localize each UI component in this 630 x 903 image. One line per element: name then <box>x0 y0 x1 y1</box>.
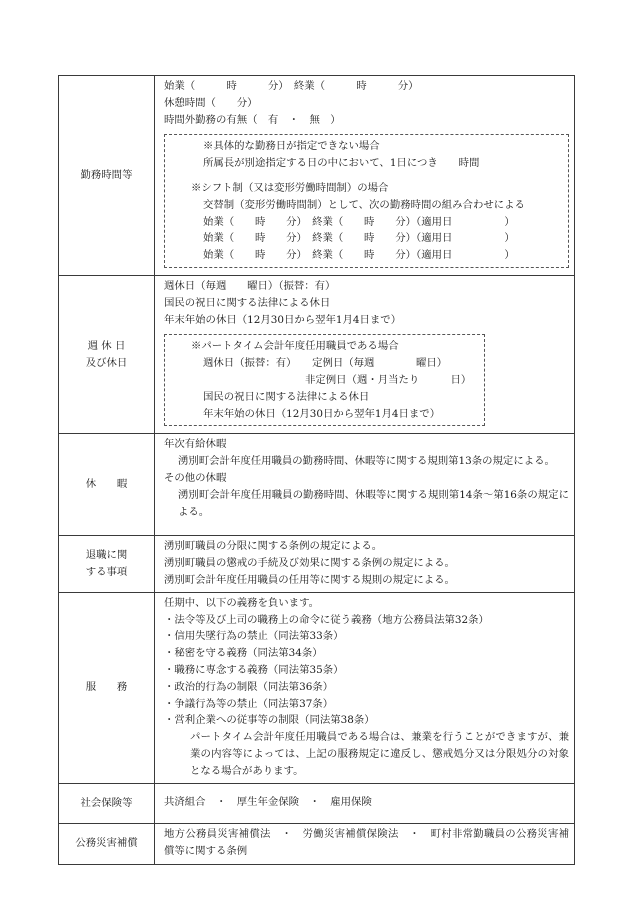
shift-pattern-line: 始業（ 時 分） 終業（ 時 分）（適用日 ） <box>203 215 515 228</box>
national-holiday-line: 国民の祝日に関する法律による休日 <box>164 296 331 309</box>
label-holidays-line1: 週 休 日 <box>87 339 126 352</box>
duty-item: ・政治的行為の制限（同法第36条） <box>164 680 334 693</box>
row-retirement <box>59 536 575 592</box>
weekly-holiday-line: 週休日（毎週 曜日）（振替：有） <box>164 279 336 292</box>
content-duties <box>155 592 575 783</box>
part-time-note: ※パートタイム会計年度任用職員である場合 <box>191 340 399 353</box>
working-hours-note-box <box>164 134 569 268</box>
content-accident-compensation <box>155 823 575 864</box>
label-retirement <box>59 536 155 592</box>
row-accident-compensation <box>59 823 575 864</box>
part-time-irregular-day: 非定例日（週・月当たり 日） <box>305 373 472 386</box>
duty-item: ・秘密を守る義務（同法第34条） <box>164 647 323 660</box>
label-working-hours: 勤務時間等 <box>59 76 155 276</box>
overtime-line: 時間外勤務の有無（ 有 ・ 無 ） <box>164 113 341 126</box>
row-working-hours <box>59 76 575 276</box>
duty-item: ・営利企業への従事等の制限（同法第38条） <box>164 714 375 727</box>
other-leave-rule: 湧別町会計年度任用職員の勤務時間、休暇等に関する規則第14条～第16条の規定による。 <box>178 488 569 518</box>
discipline-ordinance-line: 湧別町職員の懲戒の手続及び効果に関する条例の規定による。 <box>164 557 455 570</box>
part-time-holiday-box <box>164 334 485 426</box>
duty-item: ・職務に専念する義務（同法第35条） <box>164 663 344 676</box>
label-leave: 休 暇 <box>59 434 155 536</box>
part-time-year-end-holiday: 年末年始の休日（12月30日から翌年1月4日まで） <box>203 407 441 420</box>
content-working-hours <box>155 76 575 276</box>
row-holidays <box>59 275 575 433</box>
part-time-national-holiday: 国民の祝日に関する法律による休日 <box>203 390 370 403</box>
label-retirement-line2: する事項 <box>85 566 128 579</box>
note-daily-hours: 所属長が別途指定する日の中において、1日につき 時間 <box>203 157 480 170</box>
spacer <box>177 172 562 180</box>
row-social-insurance <box>59 783 575 823</box>
other-leave-heading: その他の休暇 <box>164 471 227 484</box>
row-duties <box>59 592 575 783</box>
shift-pattern-line: 始業（ 時 分） 終業（ 時 分）（適用日 ） <box>203 249 515 262</box>
start-end-time-line: 始業（ 時 分） 終業（ 時 分） <box>164 80 419 92</box>
note-shift-system: ※シフト制（又は変形労働時間制）の場合 <box>191 181 389 194</box>
duties-intro: 任期中、以下の義務を負います。 <box>164 596 320 609</box>
part-time-weekly-holiday: 週休日（振替：有） 定例日（毎週 曜日） <box>203 357 448 370</box>
annual-leave-heading: 年次有給休暇 <box>164 438 227 451</box>
annual-leave-rule: 湧別町会計年度任用職員の勤務時間、休暇等に関する規則第13条の規定による。 <box>178 455 555 468</box>
year-end-holiday-line: 年末年始の休日（12月30日から翌年1月4日まで） <box>164 313 402 326</box>
label-holidays-line2: 及び休日 <box>85 356 128 369</box>
shift-pattern-line: 始業（ 時 分） 終業（ 時 分）（適用日 ） <box>203 232 515 245</box>
label-retirement-line1: 退職に関 <box>85 549 128 562</box>
label-accident-compensation: 公務災害補償 <box>59 823 155 864</box>
content-holidays <box>155 275 575 433</box>
content-retirement <box>155 536 575 592</box>
note-shift-combination: 交替制（変形労働時間制）として、次の勤務時間の組み合わせによる <box>203 198 525 211</box>
note-unspecified-days: ※具体的な勤務日が指定できない場合 <box>203 140 380 153</box>
social-insurance-value: 共済組合 ・ 厚生年金保険 ・ 雇用保険 <box>164 796 372 809</box>
break-time-line: 休憩時間（ 分） <box>164 96 258 109</box>
row-leave <box>59 434 575 536</box>
part-time-side-job-note: パートタイム会計年度任用職員である場合は、兼業を行うことができますが、兼業の内容等によっては、上記の服務規定に違反し、懲戒処分又は分限処分の対象となる場合があります。 <box>190 731 569 777</box>
status-ordinance-line: 湧別町職員の分限に関する条例の規定による。 <box>164 540 383 553</box>
employment-terms-table <box>58 75 575 865</box>
duty-item: ・信用失墜行為の禁止（同法第33条） <box>164 630 344 643</box>
appointment-rule-line: 湧別町会計年度任用職員の任用等に関する規則の規定による。 <box>164 573 455 586</box>
content-leave <box>155 434 575 536</box>
label-holidays <box>59 275 155 433</box>
duty-item: ・争議行為等の禁止（同法第37条） <box>164 697 334 710</box>
accident-compensation-value: 地方公務員災害補償法 ・ 労働災害補償保険法 ・ 町村非常勤職員の公務災害補償等に関する条例 <box>164 828 569 857</box>
label-duties: 服 務 <box>59 592 155 783</box>
content-social-insurance <box>155 783 575 823</box>
label-social-insurance: 社会保険等 <box>59 783 155 823</box>
duty-item: ・法令等及び上司の職務上の命令に従う義務（地方公務員法第32条） <box>164 613 489 626</box>
